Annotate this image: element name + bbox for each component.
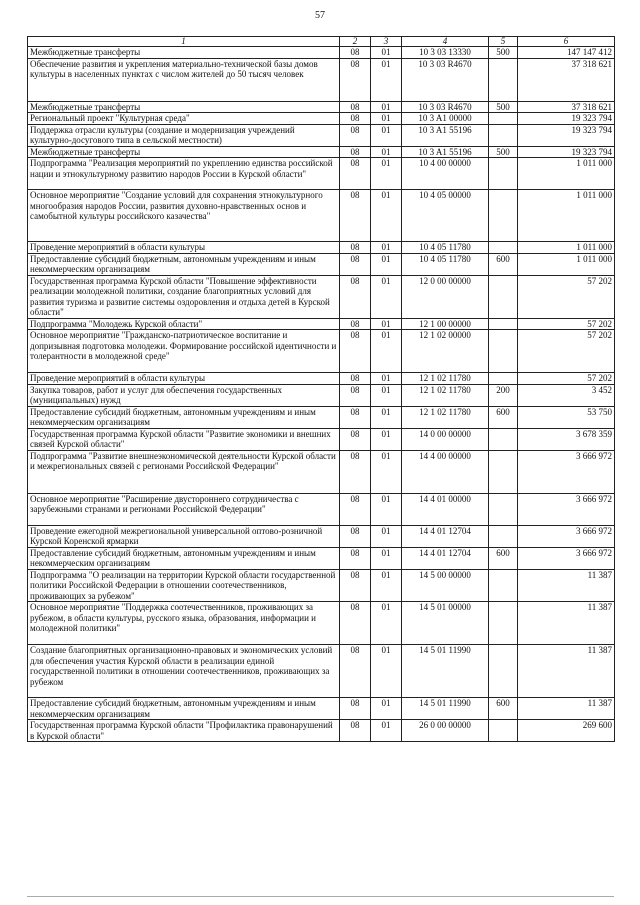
row-amount-cell: 57 202 — [518, 275, 615, 318]
row-section-cell: 08 — [340, 146, 371, 158]
page-number: 57 — [315, 10, 325, 21]
column-header: 2 — [340, 37, 371, 47]
table-row — [28, 275, 615, 318]
row-subsection-cell: 01 — [371, 58, 402, 101]
row-subsection-cell: 01 — [371, 101, 402, 113]
row-expense-type-cell: 600 — [489, 253, 518, 275]
row-target-article-cell: 12 1 02 11780 — [402, 373, 489, 385]
row-subsection-cell: 01 — [371, 525, 402, 547]
row-target-article-cell: 10 3 A1 00000 — [402, 113, 489, 125]
table-row — [28, 493, 615, 525]
row-amount-cell: 3 666 972 — [518, 450, 615, 493]
row-section-cell: 08 — [340, 190, 371, 242]
row-section-cell: 08 — [340, 525, 371, 547]
row-section-cell: 08 — [340, 275, 371, 318]
row-name-cell: Подпрограмма "Молодежь Курской области" — [28, 318, 340, 330]
row-section-cell: 08 — [340, 318, 371, 330]
table-row — [28, 101, 615, 113]
row-expense-type-cell: 600 — [489, 406, 518, 428]
row-section-cell: 08 — [340, 720, 371, 742]
row-name-cell: Государственная программа Курской области "Развитие экономики и внешних связей Курской области" — [28, 428, 340, 450]
row-name-cell: Межбюджетные трансферты — [28, 47, 340, 59]
row-name-cell: Создание благоприятных организационно-правовых и экономических условий для обеспечения участия Курской области в реализации единой государственной политики в отношении соотечественников, проживающих за рубежом — [28, 645, 340, 698]
row-name-cell: Поддержка отрасли культуры (создание и модернизация учреждений культурно-досугового типа в сельской местности) — [28, 124, 340, 146]
table-row — [28, 242, 615, 254]
column-header: 4 — [402, 37, 489, 47]
row-subsection-cell: 01 — [371, 190, 402, 242]
row-expense-type-cell — [489, 58, 518, 101]
row-subsection-cell: 01 — [371, 253, 402, 275]
row-subsection-cell: 01 — [371, 124, 402, 146]
row-name-cell: Обеспечение развития и укрепления материально-технической базы домов культуры в населенных пунктах с числом жителей до 50 тысяч человек — [28, 58, 340, 101]
table-row — [28, 253, 615, 275]
row-expense-type-cell — [489, 720, 518, 742]
row-expense-type-cell — [489, 113, 518, 125]
row-name-cell: Предоставление субсидий бюджетным, автономным учреждениям и иным некоммерческим организациям — [28, 698, 340, 720]
row-target-article-cell: 10 4 05 11780 — [402, 253, 489, 275]
row-section-cell: 08 — [340, 47, 371, 59]
table-row — [28, 525, 615, 547]
table-row — [28, 428, 615, 450]
row-expense-type-cell — [489, 158, 518, 190]
row-name-cell: Подпрограмма "О реализации на территории Курской области государственной политики Российской Федерации в отношении соотечественников, проживающих за рубежом" — [28, 569, 340, 602]
row-amount-cell: 19 323 794 — [518, 146, 615, 158]
row-section-cell: 08 — [340, 253, 371, 275]
row-subsection-cell: 01 — [371, 113, 402, 125]
row-subsection-cell: 01 — [371, 47, 402, 59]
table-body — [28, 47, 615, 742]
row-expense-type-cell — [489, 569, 518, 602]
table-row — [28, 190, 615, 242]
row-name-cell: Основное мероприятие "Расширение двустороннего сотрудничества с зарубежными странами и регионами Российской Федерации" — [28, 493, 340, 525]
row-target-article-cell: 10 4 05 11780 — [402, 242, 489, 254]
row-name-cell: Государственная программа Курской области "Повышение эффективности реализации молодежной политики, создание благоприятных условий для развития туризма и развитие системы оздоровления и отдыха детей в Курской области" — [28, 275, 340, 318]
row-expense-type-cell — [489, 602, 518, 645]
row-target-article-cell: 10 4 00 00000 — [402, 158, 489, 190]
table-row — [28, 330, 615, 373]
row-expense-type-cell: 600 — [489, 698, 518, 720]
row-section-cell: 08 — [340, 406, 371, 428]
row-expense-type-cell — [489, 450, 518, 493]
row-target-article-cell: 12 1 02 11780 — [402, 384, 489, 406]
row-amount-cell: 147 147 412 — [518, 47, 615, 59]
row-section-cell: 08 — [340, 242, 371, 254]
row-amount-cell: 37 318 621 — [518, 101, 615, 113]
row-section-cell: 08 — [340, 428, 371, 450]
row-section-cell: 08 — [340, 602, 371, 645]
row-subsection-cell: 01 — [371, 720, 402, 742]
row-name-cell: Основное мероприятие "Создание условий для сохранения этнокультурного многообразия народов России, развития духовно-нравственных основ и самобытной культуры российского казачества" — [28, 190, 340, 242]
row-section-cell: 08 — [340, 493, 371, 525]
row-name-cell: Проведение мероприятий в области культуры — [28, 373, 340, 385]
table-row — [28, 602, 615, 645]
row-expense-type-cell — [489, 645, 518, 698]
table-row — [28, 547, 615, 569]
table-row — [28, 645, 615, 698]
row-section-cell: 08 — [340, 113, 371, 125]
row-subsection-cell: 01 — [371, 569, 402, 602]
row-subsection-cell: 01 — [371, 645, 402, 698]
row-subsection-cell: 01 — [371, 373, 402, 385]
row-expense-type-cell: 500 — [489, 47, 518, 59]
row-target-article-cell: 10 3 03 R4670 — [402, 58, 489, 101]
row-subsection-cell: 01 — [371, 158, 402, 190]
row-expense-type-cell — [489, 493, 518, 525]
row-target-article-cell: 14 5 01 11990 — [402, 698, 489, 720]
row-expense-type-cell: 600 — [489, 547, 518, 569]
row-amount-cell: 57 202 — [518, 373, 615, 385]
row-expense-type-cell — [489, 190, 518, 242]
row-target-article-cell: 14 0 00 00000 — [402, 428, 489, 450]
row-subsection-cell: 01 — [371, 384, 402, 406]
row-name-cell: Предоставление субсидий бюджетным, автономным учреждениям и иным некоммерческим организациям — [28, 253, 340, 275]
row-expense-type-cell — [489, 318, 518, 330]
row-expense-type-cell — [489, 330, 518, 373]
row-section-cell: 08 — [340, 124, 371, 146]
row-section-cell: 08 — [340, 450, 371, 493]
row-amount-cell: 11 387 — [518, 569, 615, 602]
row-amount-cell: 3 666 972 — [518, 493, 615, 525]
row-name-cell: Межбюджетные трансферты — [28, 101, 340, 113]
row-subsection-cell: 01 — [371, 602, 402, 645]
table-row — [28, 450, 615, 493]
row-section-cell: 08 — [340, 698, 371, 720]
row-amount-cell: 1 011 000 — [518, 158, 615, 190]
row-name-cell: Основное мероприятие "Гражданско-патриотическое воспитание и допризывная подготовка молодежи. Формирование российской идентичности и толерантности в молодежной среде" — [28, 330, 340, 373]
row-expense-type-cell: 200 — [489, 384, 518, 406]
row-subsection-cell: 01 — [371, 146, 402, 158]
table-row — [28, 113, 615, 125]
row-amount-cell: 19 323 794 — [518, 124, 615, 146]
table-row — [28, 384, 615, 406]
column-header: 1 — [28, 37, 340, 47]
row-target-article-cell: 12 1 02 11780 — [402, 406, 489, 428]
row-amount-cell: 1 011 000 — [518, 190, 615, 242]
row-target-article-cell: 12 1 00 00000 — [402, 318, 489, 330]
row-subsection-cell: 01 — [371, 428, 402, 450]
row-amount-cell: 3 452 — [518, 384, 615, 406]
row-target-article-cell: 14 5 01 11990 — [402, 645, 489, 698]
row-expense-type-cell: 500 — [489, 146, 518, 158]
row-name-cell: Межбюджетные трансферты — [28, 146, 340, 158]
row-expense-type-cell — [489, 373, 518, 385]
row-subsection-cell: 01 — [371, 406, 402, 428]
row-name-cell: Подпрограмма "Реализация мероприятий по укреплению единства российской нации и этнокультурному развитию народов России в Курской области" — [28, 158, 340, 190]
row-section-cell: 08 — [340, 330, 371, 373]
row-target-article-cell: 10 3 A1 55196 — [402, 124, 489, 146]
row-name-cell: Государственная программа Курской области "Профилактика правонарушений в Курской области" — [28, 720, 340, 742]
row-amount-cell: 11 387 — [518, 645, 615, 698]
row-section-cell: 08 — [340, 547, 371, 569]
row-section-cell: 08 — [340, 58, 371, 101]
table-row — [28, 146, 615, 158]
page-bottom-rule — [27, 896, 614, 897]
row-amount-cell: 11 387 — [518, 602, 615, 645]
row-amount-cell: 3 678 359 — [518, 428, 615, 450]
row-amount-cell: 57 202 — [518, 330, 615, 373]
row-target-article-cell: 12 0 00 00000 — [402, 275, 489, 318]
row-amount-cell: 269 600 — [518, 720, 615, 742]
row-section-cell: 08 — [340, 645, 371, 698]
table-row — [28, 58, 615, 101]
row-expense-type-cell — [489, 275, 518, 318]
row-target-article-cell: 10 3 03 13330 — [402, 47, 489, 59]
table-row — [28, 124, 615, 146]
row-amount-cell: 53 750 — [518, 406, 615, 428]
row-section-cell: 08 — [340, 101, 371, 113]
row-subsection-cell: 01 — [371, 330, 402, 373]
row-section-cell: 08 — [340, 569, 371, 602]
row-expense-type-cell: 500 — [489, 101, 518, 113]
row-subsection-cell: 01 — [371, 547, 402, 569]
table-row — [28, 406, 615, 428]
row-target-article-cell: 14 4 00 00000 — [402, 450, 489, 493]
column-header: 5 — [489, 37, 518, 47]
row-subsection-cell: 01 — [371, 493, 402, 525]
row-subsection-cell: 01 — [371, 450, 402, 493]
row-subsection-cell: 01 — [371, 318, 402, 330]
table-row — [28, 47, 615, 59]
row-target-article-cell: 14 4 01 12704 — [402, 525, 489, 547]
row-expense-type-cell — [489, 525, 518, 547]
table-header-row — [28, 37, 615, 47]
row-target-article-cell: 10 4 05 00000 — [402, 190, 489, 242]
row-amount-cell: 57 202 — [518, 318, 615, 330]
row-target-article-cell: 14 5 00 00000 — [402, 569, 489, 602]
row-amount-cell: 37 318 621 — [518, 58, 615, 101]
table-row — [28, 158, 615, 190]
row-expense-type-cell — [489, 124, 518, 146]
table-row — [28, 373, 615, 385]
row-amount-cell: 3 666 972 — [518, 547, 615, 569]
row-name-cell: Закупка товаров, работ и услуг для обеспечения государственных (муниципальных) нужд — [28, 384, 340, 406]
row-amount-cell: 19 323 794 — [518, 113, 615, 125]
row-target-article-cell: 10 3 03 R4670 — [402, 101, 489, 113]
row-target-article-cell: 14 5 01 00000 — [402, 602, 489, 645]
budget-table — [27, 36, 615, 742]
row-expense-type-cell — [489, 242, 518, 254]
row-amount-cell: 1 011 000 — [518, 242, 615, 254]
row-subsection-cell: 01 — [371, 242, 402, 254]
row-name-cell: Основное мероприятие "Поддержка соотечественников, проживающих за рубежом, в области культуры, русского языка, образования, информации и молодежной политики" — [28, 602, 340, 645]
row-name-cell: Предоставление субсидий бюджетным, автономным учреждениям и иным некоммерческим организациям — [28, 547, 340, 569]
row-expense-type-cell — [489, 428, 518, 450]
row-subsection-cell: 01 — [371, 698, 402, 720]
column-header: 3 — [371, 37, 402, 47]
column-header: 6 — [518, 37, 615, 47]
row-target-article-cell: 14 4 01 12704 — [402, 547, 489, 569]
row-amount-cell: 3 666 972 — [518, 525, 615, 547]
row-name-cell: Предоставление субсидий бюджетным, автономным учреждениям и иным некоммерческим организациям — [28, 406, 340, 428]
row-section-cell: 08 — [340, 158, 371, 190]
table-row — [28, 720, 615, 742]
row-amount-cell: 1 011 000 — [518, 253, 615, 275]
table-row — [28, 698, 615, 720]
row-section-cell: 08 — [340, 384, 371, 406]
row-target-article-cell: 12 1 02 00000 — [402, 330, 489, 373]
row-target-article-cell: 14 4 01 00000 — [402, 493, 489, 525]
row-name-cell: Проведение ежегодной межрегиональной универсальной оптово-розничной Курской Коренской ярмарки — [28, 525, 340, 547]
row-subsection-cell: 01 — [371, 275, 402, 318]
row-target-article-cell: 26 0 00 00000 — [402, 720, 489, 742]
row-section-cell: 08 — [340, 373, 371, 385]
table-row — [28, 318, 615, 330]
table-row — [28, 569, 615, 602]
row-target-article-cell: 10 3 A1 55196 — [402, 146, 489, 158]
row-name-cell: Региональный проект "Культурная среда" — [28, 113, 340, 125]
row-name-cell: Проведение мероприятий в области культуры — [28, 242, 340, 254]
row-amount-cell: 11 387 — [518, 698, 615, 720]
row-name-cell: Подпрограмма "Развитие внешнеэкономической деятельности Курской области и межрегиональных связей с регионами Российской Федерации" — [28, 450, 340, 493]
